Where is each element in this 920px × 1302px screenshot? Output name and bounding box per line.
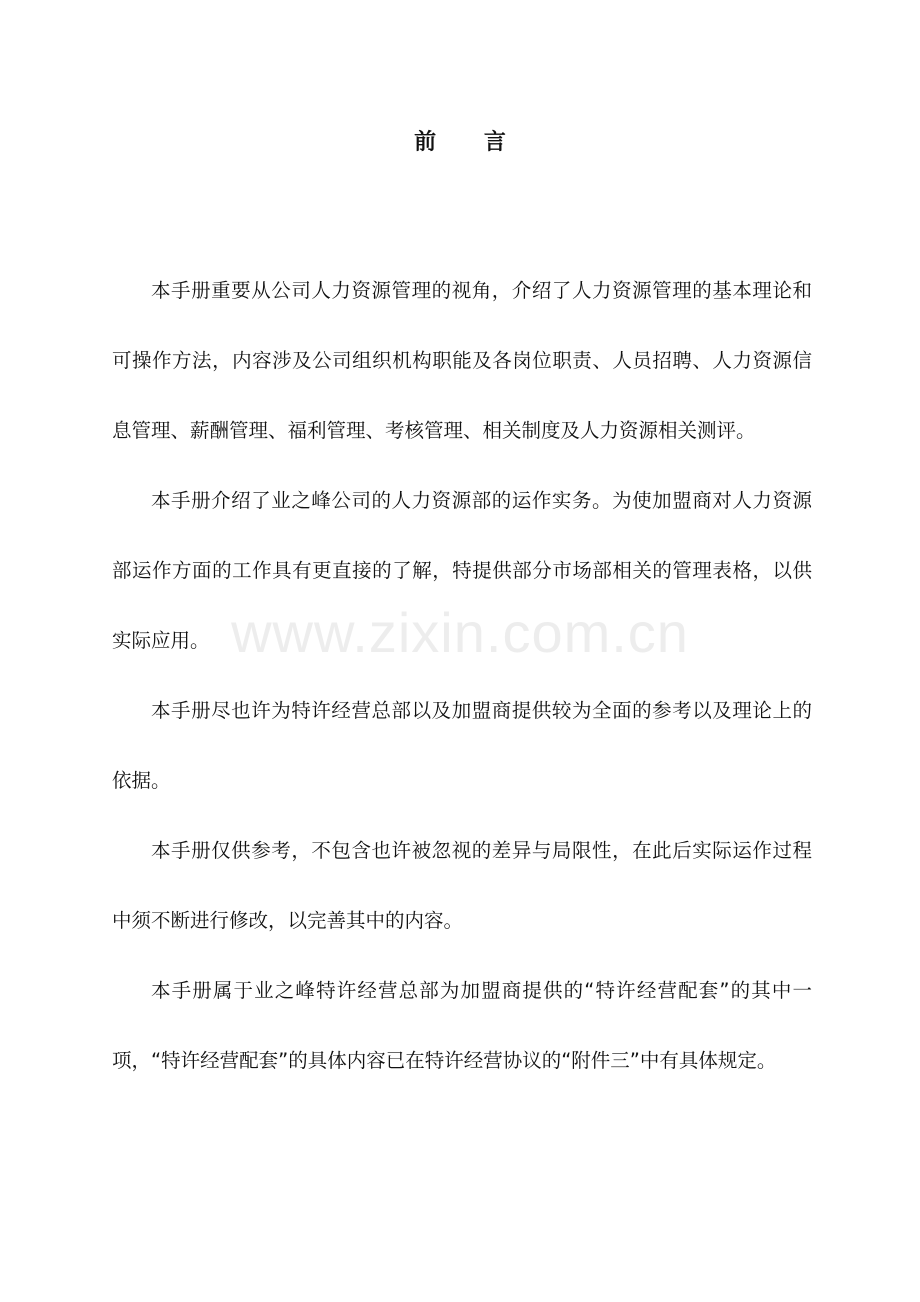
- page-title: 前 言: [414, 129, 526, 155]
- paragraph: 本手册重要从公司人力资源管理的视角，介绍了人力资源管理的基本理论和可操作方法，内容涉及公司组织机构职能及各岗位职责、人员招聘、人力资源信息管理、薪酬管理、福利管理、考核管理、相关制度及人力资源相关测评。: [112, 279, 812, 442]
- watermark: www.zixin.com.cn: [231, 601, 689, 664]
- paragraph: 本手册介绍了业之峰公司的人力资源部的运作实务。为使加盟商对人力资源部运作方面的工作具有更直接的了解，特提供部分市场部相关的管理表格，以供实际应用。: [112, 489, 812, 652]
- paragraph: 本手册仅供参考，不包含也许被忽视的差异与局限性，在此后实际运作过程中须不断进行修改，以完善其中的内容。: [112, 839, 812, 932]
- paragraph: 本手册属于业之峰特许经营总部为加盟商提供的“特许经营配套”的其中一项，“特许经营配套”的具体内容已在特许经营协议的“附件三”中有具体规定。: [112, 979, 812, 1072]
- preface-body: [112, 256, 812, 1096]
- paragraph: 本手册尽也许为特许经营总部以及加盟商提供较为全面的参考以及理论上的依据。: [112, 699, 812, 792]
